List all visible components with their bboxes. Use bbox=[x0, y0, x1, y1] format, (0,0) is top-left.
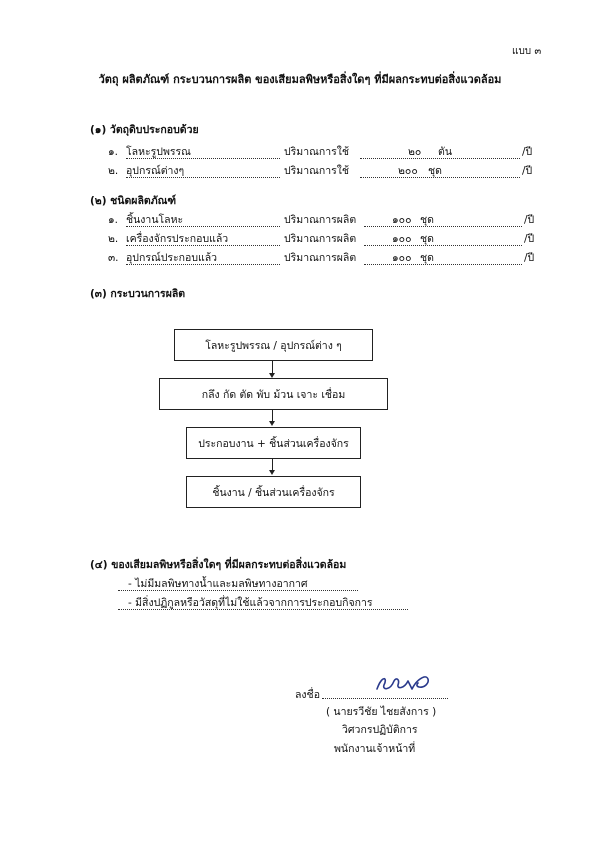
dotted-line bbox=[118, 609, 408, 610]
dotted-line bbox=[364, 226, 522, 227]
qty-label: ปริมาณการใช้ bbox=[284, 165, 350, 177]
qty-label: ปริมาณการผลิต bbox=[284, 252, 357, 264]
dotted-line bbox=[126, 226, 280, 227]
signature-line bbox=[322, 698, 448, 699]
flow-connector bbox=[272, 360, 273, 374]
flow-step-assembly: ประกอบงาน + ชิ้นส่วนเครื่องจักร bbox=[186, 427, 361, 459]
flow-step-finished: ชิ้นงาน / ชิ้นส่วนเครื่องจักร bbox=[186, 476, 361, 508]
item-name: ชิ้นงานโลหะ bbox=[126, 214, 184, 226]
qty-value: ๒๐๐ bbox=[398, 165, 418, 177]
section4-heading: (๔) ของเสียมลพิษหรือสิ่งใดๆ ที่มีผลกระทบต่อสิ่งแวดล้อม bbox=[90, 559, 347, 571]
row-number: ๒. bbox=[108, 233, 119, 245]
arrow-down-icon bbox=[269, 470, 275, 475]
dotted-line bbox=[126, 158, 280, 159]
signature-label: ลงชื่อ bbox=[295, 689, 320, 701]
qty-label: ปริมาณการใช้ bbox=[284, 146, 350, 158]
row-number: ๑. bbox=[108, 146, 119, 158]
flow-step-machining: กลึง กัด ตัด พับ ม้วน เจาะ เชื่อม bbox=[159, 378, 388, 410]
period: /ปี bbox=[524, 214, 535, 226]
dotted-line bbox=[118, 590, 358, 591]
row-number: ๒. bbox=[108, 165, 119, 177]
section1-heading: (๑) วัตถุดิบประกอบด้วย bbox=[90, 124, 199, 136]
qty-unit: ตัน bbox=[438, 146, 452, 158]
signer-position: วิศวกรปฏิบัติการ bbox=[342, 724, 418, 736]
arrow-down-icon bbox=[269, 421, 275, 426]
handwritten-signature bbox=[374, 671, 434, 697]
section3-heading: (๓) กระบวนการผลิต bbox=[90, 288, 186, 300]
qty-value: ๑๐๐ bbox=[392, 252, 412, 264]
qty-label: ปริมาณการผลิต bbox=[284, 214, 357, 226]
item-name: เครื่องจักรประกอบแล้ว bbox=[126, 233, 229, 245]
item-name: อุปกรณ์ประกอบแล้ว bbox=[126, 252, 218, 264]
signer-role: พนักงานเจ้าหน้าที่ bbox=[334, 743, 416, 755]
period: /ปี bbox=[524, 252, 535, 264]
qty-unit: ชุด bbox=[428, 165, 442, 177]
row-number: ๓. bbox=[108, 252, 119, 264]
signer-name: ( นายรวีชัย ไชยสังการ ) bbox=[326, 706, 437, 718]
page-title: วัตถุ ผลิตภัณฑ์ กระบวนการผลิต ของเสียมลพิษหรือสิ่งใดๆ ที่มีผลกระทบต่อสิ่งแวดล้อม bbox=[98, 73, 502, 86]
dotted-line bbox=[364, 245, 522, 246]
period: /ปี bbox=[522, 146, 533, 158]
form-number: แบบ ๓ bbox=[512, 46, 542, 57]
qty-label: ปริมาณการผลิต bbox=[284, 233, 357, 245]
qty-unit: ชุด bbox=[420, 214, 434, 226]
dotted-line bbox=[126, 177, 280, 178]
row-number: ๑. bbox=[108, 214, 119, 226]
period: /ปี bbox=[524, 233, 535, 245]
flow-step-raw-materials: โลหะรูปพรรณ / อุปกรณ์ต่าง ๆ bbox=[174, 329, 373, 361]
item-name: โลหะรูปพรรณ bbox=[126, 146, 191, 158]
qty-unit: ชุด bbox=[420, 252, 434, 264]
qty-unit: ชุด bbox=[420, 233, 434, 245]
dotted-line bbox=[364, 264, 522, 265]
period: /ปี bbox=[522, 165, 533, 177]
dotted-line bbox=[126, 245, 280, 246]
waste-item-2: - มีสิ่งปฏิกูลหรือวัสดุที่ไม่ใช้แล้วจากการประกอบกิจการ bbox=[128, 597, 373, 609]
section2-heading: (๒) ชนิดผลิตภัณฑ์ bbox=[90, 195, 177, 207]
qty-value: ๑๐๐ bbox=[392, 233, 412, 245]
item-name: อุปกรณ์ต่างๆ bbox=[126, 165, 185, 177]
waste-item-1: - ไม่มีมลพิษทางน้ำและมลพิษทางอากาศ bbox=[128, 578, 308, 590]
dotted-line bbox=[126, 264, 280, 265]
qty-value: ๑๐๐ bbox=[392, 214, 412, 226]
qty-value: ๒๐ bbox=[408, 146, 422, 158]
